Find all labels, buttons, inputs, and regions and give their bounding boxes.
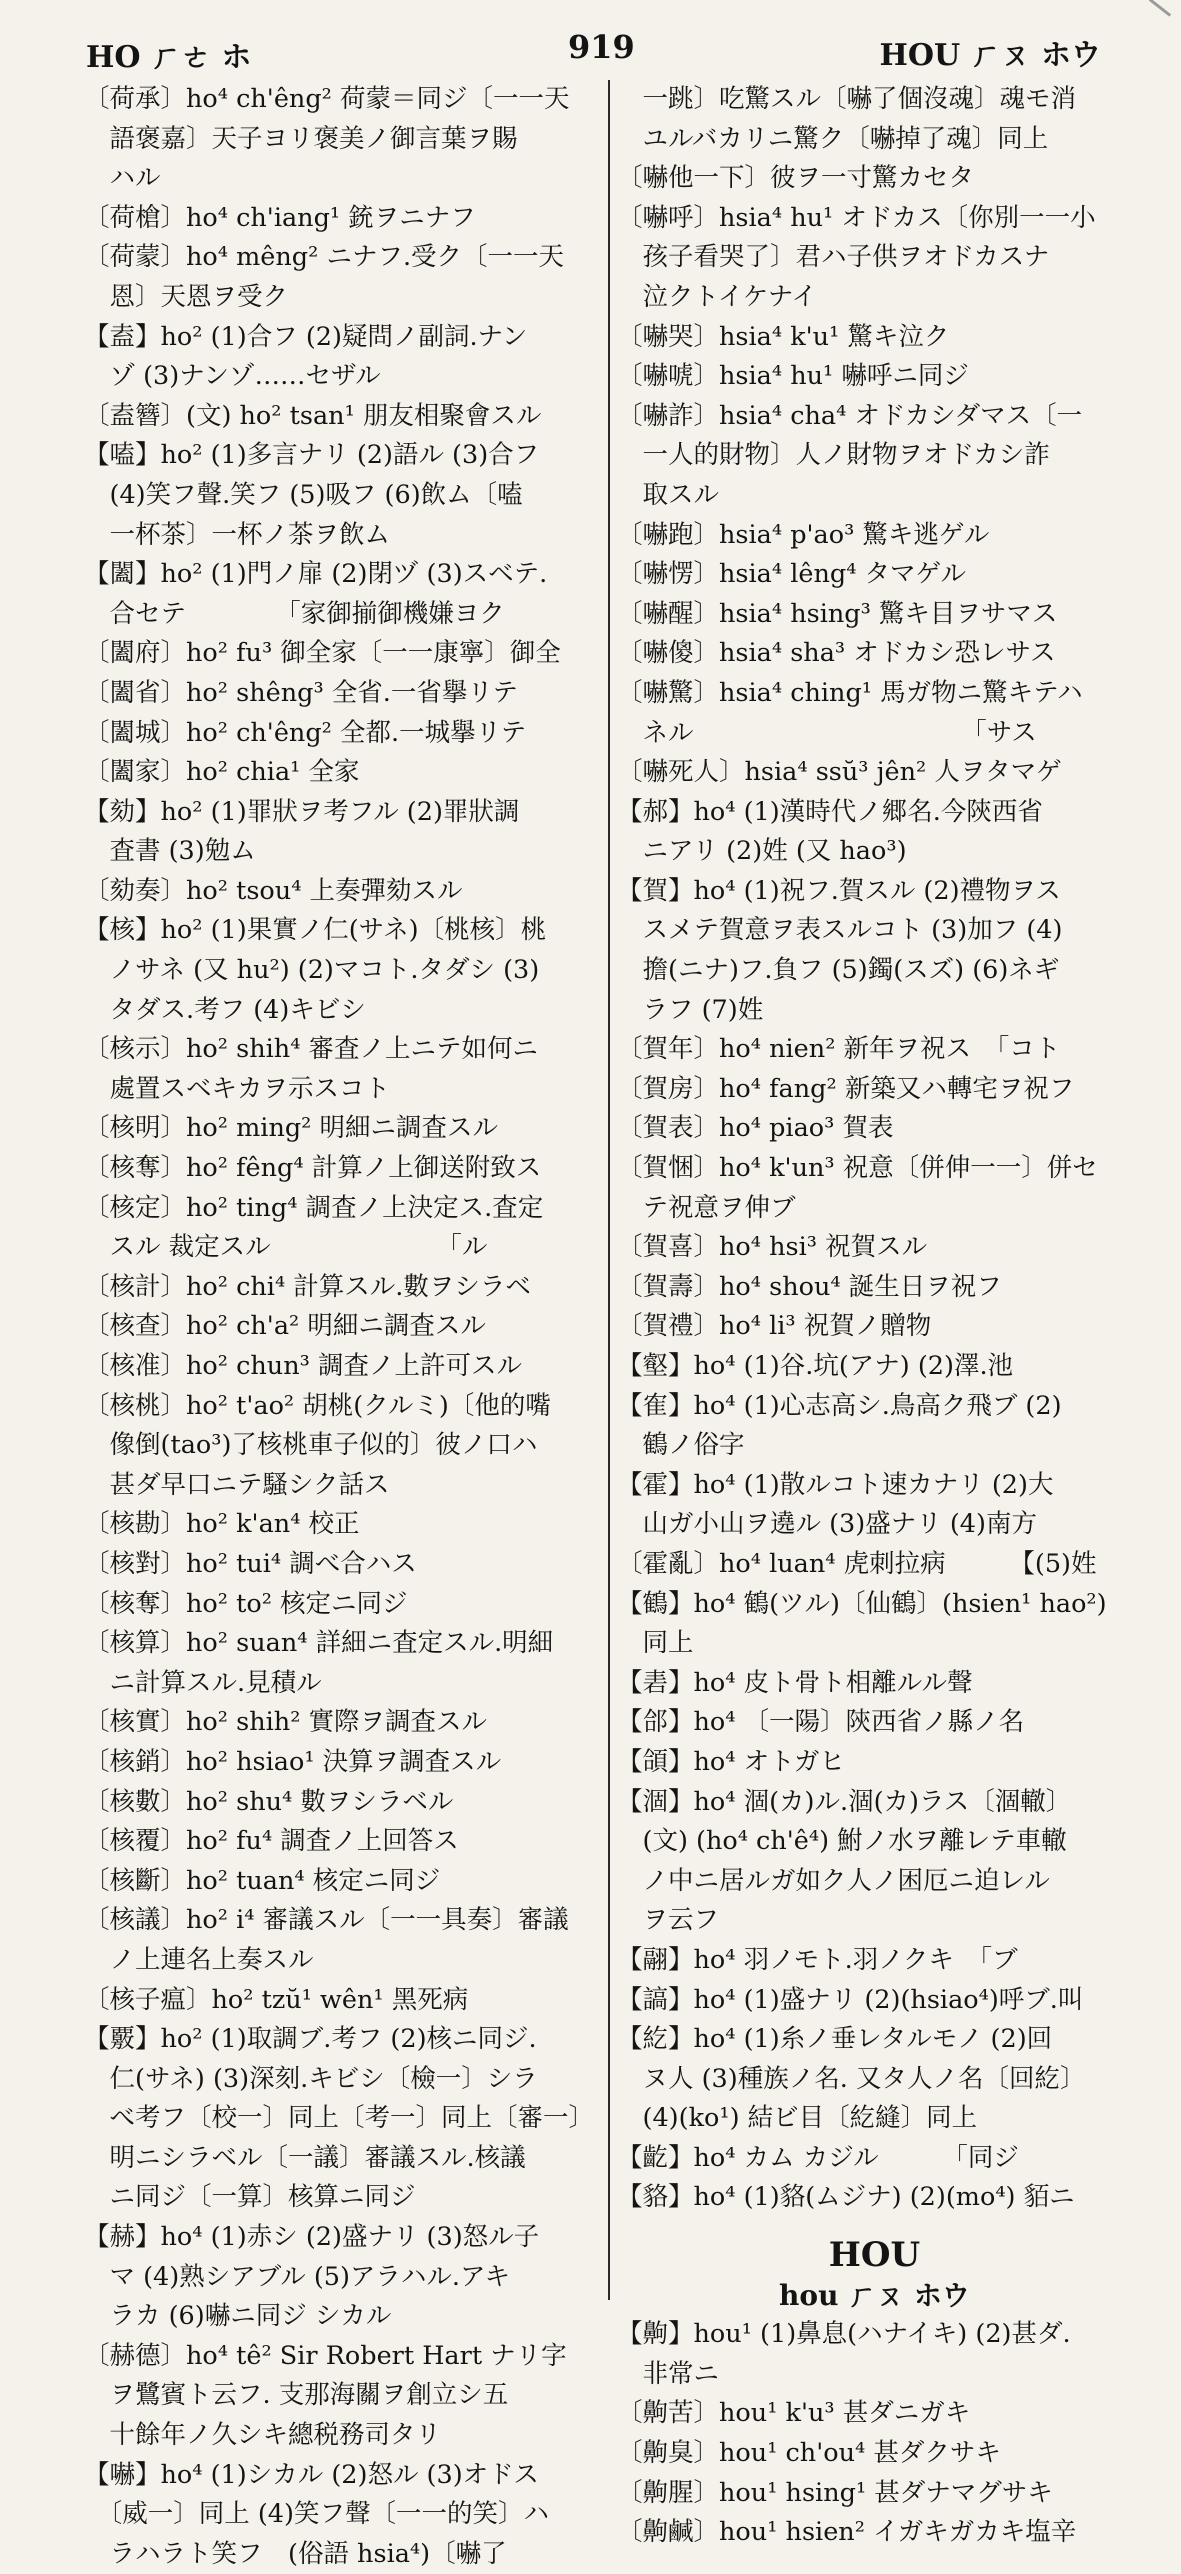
entry-line: タダス.考フ (4)キビシ <box>84 994 366 1025</box>
entry-line: (4)(ko¹) 結ビ目〔紇縫〕同上 <box>617 2103 978 2134</box>
header-left-syllable: HO ㄏㄜ ホ <box>86 40 252 75</box>
entry-line: 〔嚇醒〕hsia⁴ hsing³ 驚キ目ヲサマス <box>617 598 1058 629</box>
entry-line: ニ同ジ〔一算〕核算ニ同ジ <box>84 2182 416 2213</box>
entry-line: 【貉】ho⁴ (1)貉(ムジナ) (2)(mo⁴) 貊ニ <box>617 2182 1075 2213</box>
entry-line: 【謞】ho⁴ (1)盛ナリ (2)(hsiao⁴)呼ブ.叫 <box>617 1984 1084 2015</box>
entry-line: 【齕】ho⁴ カム カジル 「同ジ <box>617 2142 1019 2173</box>
entry-line: ネル 「サス <box>617 717 1037 748</box>
right-column-entries-hou <box>617 2315 1132 2553</box>
entry-line: スメテ賀意ヲ表スルコト (3)加フ (4) <box>617 915 1063 946</box>
entry-line: 〔核示〕ho² shih⁴ 審査ノ上ニテ如何ニ <box>84 1034 539 1065</box>
entry-line: 恩〕天恩ヲ受ク <box>84 281 289 312</box>
left-column <box>84 80 604 2574</box>
entry-line: テ祝意ヲ伸ブ <box>617 1192 796 1223</box>
entry-line: 〔嚇呼〕hsia⁴ hu¹ オドカス〔你別一一小 <box>617 202 1096 233</box>
entry-line: 【盍】ho² (1)合フ (2)疑問ノ副詞.ナン <box>84 321 528 352</box>
entry-line: 一跳〕吃驚スル〔嚇了個沒魂〕魂モ消 <box>617 84 1077 114</box>
entry-line: 〔賀禮〕ho⁴ li³ 祝賀ノ贈物 <box>617 1311 932 1342</box>
entry-line: 〔核准〕ho² chun³ 調査ノ上許可スル <box>84 1351 522 1381</box>
entry-line: 【頜】ho⁴ オトガヒ <box>617 1746 845 1777</box>
entry-line: 〔嚇唬〕hsia⁴ hu¹ 嚇呼ニ同ジ <box>617 361 969 392</box>
entry-line: マ (4)熟シアブル (5)アラハル.アキ <box>84 2261 511 2292</box>
entry-line: 〔賀悃〕ho⁴ k'un³ 祝意〔併伸一一〕併セ <box>617 1153 1098 1184</box>
entry-line: 甚ダ早口ニテ騷シク話ス <box>84 1469 390 1500</box>
entry-line: 〔核明〕ho² ming² 明細ニ調査スル <box>84 1113 499 1144</box>
entry-line: 〔核覆〕ho² fu⁴ 調査ノ上回答ス <box>84 1826 459 1857</box>
entry-line: 〔核查〕ho² ch'a² 明細ニ調査スル <box>84 1311 486 1342</box>
entry-line: 〔核定〕ho² ting⁴ 調査ノ上決定ス.査定 <box>84 1192 544 1223</box>
entry-line: 【赫】ho⁴ (1)赤シ (2)盛ナリ (3)怒ル子 <box>84 2222 540 2253</box>
entry-line: 同上 <box>617 1628 694 1659</box>
page-header <box>86 28 1141 78</box>
entry-line: 鶴ノ俗字 <box>617 1430 745 1461</box>
entry-line: 〔核議〕ho² i⁴ 審議スル〔一一具奏〕審議 <box>84 1905 569 1936</box>
entry-line: 【翮】ho⁴ 羽ノモト.羽ノクキ 「ブ <box>617 1944 1018 1975</box>
entry-line: 〔闔府〕ho² fu³ 御全家〔一一康寧〕御全 <box>84 638 561 669</box>
entry-line: 【隺】ho⁴ (1)心志高シ.鳥高ク飛ブ (2) <box>617 1390 1062 1421</box>
entry-line: 〔賀喜〕ho⁴ hsi³ 祝賀スル <box>617 1232 928 1263</box>
entry-line: 【鶴】ho⁴ 鶴(ツル)〔仙鶴〕(hsien¹ hao²) <box>617 1588 1107 1619</box>
entry-line: べ考フ〔校一〕同上〔考一〕同上〔審一〕 <box>84 2103 595 2134</box>
entry-line: 【郝】ho⁴ (1)漢時代ノ郷名.今陝西省 <box>617 796 1043 827</box>
entry-line: 十餘年ノ久シキ總税務司タリ <box>84 2420 442 2451</box>
entry-line: (文) (ho⁴ ch'ê⁴) 鮒ノ水ヲ離レテ車轍 <box>617 1826 1067 1857</box>
entry-line: 【嗑】ho² (1)多言ナリ (2)語ル (3)合フ <box>84 440 540 471</box>
entry-line: ノサネ (又 hu²) (2)マコト.タダシ (3) <box>84 955 540 986</box>
entry-line: 〔嚇哭〕hsia⁴ k'u¹ 驚キ泣ク <box>617 321 950 352</box>
page-number: 919 <box>568 28 635 66</box>
entry-line: ラハラト笑フ (俗語 hsia⁴)〔嚇了 <box>84 2538 507 2569</box>
entry-line: 語褒嘉〕天子ヨリ褒美ノ御言葉ヲ賜 <box>84 123 518 154</box>
entry-line: 〔嚇傻〕hsia⁴ sha³ オドカシ恐レサス <box>617 638 1056 669</box>
entry-line: 山ガ小山ヲ遶ル (3)盛ナリ (4)南方 <box>617 1509 1037 1540</box>
entry-line: 〔荷槍〕ho⁴ ch'iang¹ 銃ヲニナフ <box>84 202 476 233</box>
entry-line: 〔霍亂〕ho⁴ luan⁴ 虎刺拉病 【(5)姓 <box>617 1548 1097 1579</box>
entry-line: ユルバカリニ驚ク〔嚇掉了魂〕同上 <box>617 123 1049 154</box>
entry-line: (4)笑フ聲.笑フ (5)吸フ (6)飲ム〔嗑 <box>84 479 523 510</box>
entry-line: 處置スベキカヲ示スコト <box>84 1073 391 1104</box>
entry-line: ニアリ (2)姓 (又 hao³) <box>617 836 907 867</box>
entry-line: ノ上連名上奏スル <box>84 1944 314 1975</box>
entry-line: 〔核桃〕ho² t'ao² 胡桃(クルミ)〔他的嘴 <box>84 1390 551 1421</box>
column-divider <box>608 80 610 2300</box>
header-right-syllable: HOU ㄏㄡ ホウ <box>879 38 1101 73</box>
entry-line: ラカ (6)嚇ニ同ジ シカル <box>84 2301 392 2332</box>
entry-line: ヌ人 (3)種族ノ名. 又タ人ノ名〔回紇〕 <box>617 2063 1086 2094</box>
entry-line: 〔核勘〕ho² k'an⁴ 校正 <box>84 1509 360 1540</box>
entry-line: 【壑】ho⁴ (1)谷.坑(アナ) (2)澤.池 <box>617 1351 1014 1381</box>
entry-line: 【砉】ho⁴ 皮ト骨ト相離ルル聲 <box>617 1667 973 1698</box>
corner-mark <box>1149 0 1171 17</box>
entry-line: 【覈】ho² (1)取調ブ.考フ (2)核ニ同ジ. <box>84 2024 537 2055</box>
entry-line: 〔嚇愣〕hsia⁴ lêng⁴ タマゲル <box>617 559 967 590</box>
entry-line: 【劾】ho² (1)罪狀ヲ考フル (2)罪狀調 <box>84 796 520 827</box>
entry-line: 【闔】ho² (1)門ノ扉 (2)閉ヅ (3)スベテ. <box>84 559 548 590</box>
entry-line: 【紇】ho⁴ (1)糸ノ垂レタルモノ (2)回 <box>617 2024 1053 2055</box>
entry-line: 〔核實〕ho² shih² 實際ヲ調査スル <box>84 1707 488 1738</box>
entry-line: 〔核奪〕ho² fêng⁴ 計算ノ上御送附致ス <box>84 1153 542 1184</box>
entry-line: スル 裁定スル 「ル <box>84 1232 488 1263</box>
entry-line: 孩子看哭了〕君ハ子供ヲオドカスナ <box>617 242 1050 273</box>
entry-line: 〔核數〕ho² shu⁴ 數ヲシラベル <box>84 1786 454 1817</box>
entry-line: 明ニシラベル〔一議〕審議スル.核議 <box>84 2142 526 2173</box>
entry-line: 〔闔城〕ho² ch'êng² 全都.一城擧リテ <box>84 717 527 748</box>
entry-line: 〔賀房〕ho⁴ fang² 新築又ハ轉宅ヲ祝フ <box>617 1073 1075 1104</box>
entry-line: 【核】ho² (1)果實ノ仁(サネ)〔桃核〕桃 <box>84 915 547 946</box>
entry-line: 一杯茶〕一杯ノ茶ヲ飲ム <box>84 519 391 550</box>
entry-line: 泣クトイケナイ <box>617 281 817 312</box>
entry-line: 〔嚇他一下〕彼ヲ一寸驚カセタ <box>617 163 975 194</box>
entry-line: 〔嚇跑〕hsia⁴ p'ao³ 驚キ逃ゲル <box>617 519 990 550</box>
entry-line: 像倒(tao³)了核桃車子似的〕彼ノ口ハ <box>84 1430 538 1461</box>
entry-line: ハル <box>84 163 161 194</box>
entry-line: 〔核對〕ho² tui⁴ 調べ合ハス <box>84 1548 417 1579</box>
section-subtitle: hou ㄏㄡ ホウ <box>779 2278 970 2312</box>
entry-line: 〔齁腥〕hou¹ hsing¹ 甚ダナマグサキ <box>617 2477 1053 2508</box>
entry-line: 〔赫德〕ho⁴ tê² Sir Robert Hart ナリ字 <box>84 2340 567 2371</box>
entry-line: 【涸】ho⁴ 涸(カ)ル.涸(カ)ラス〔涸轍〕 <box>617 1786 1072 1817</box>
entry-line: 【郃】ho⁴ 〔一陽〕陝西省ノ縣ノ名 <box>617 1707 1025 1738</box>
entry-line: 〔嚇死人〕hsia⁴ ssŭ³ jên² 人ヲタマゲ <box>617 757 1062 788</box>
entry-line: 〔核子瘟〕ho² tzŭ¹ wên¹ 黑死病 <box>84 1984 469 2015</box>
entry-line: 仁(サネ) (3)深刻.キビシ〔檢一〕シラ <box>84 2063 538 2094</box>
entry-line: 〔闔家〕ho² chia¹ 全家 <box>84 757 360 788</box>
entry-line: 【嚇】ho⁴ (1)シカル (2)怒ル (3)オドス <box>84 2459 539 2490</box>
entry-line: 〔齁臭〕hou¹ ch'ou⁴ 甚ダクサキ <box>617 2438 1001 2469</box>
entry-line: 一人的財物〕人ノ財物ヲオドカシ詐 <box>617 440 1050 471</box>
entry-line: 〔核算〕ho² suan⁴ 詳細ニ査定スル.明細 <box>84 1628 554 1659</box>
entry-line: ノ中ニ居ルガ如ク人ノ困厄ニ迫レル <box>617 1865 1050 1896</box>
entry-line: ゾ (3)ナンゾ……セザル <box>84 361 381 392</box>
entry-line: 〔盍簪〕(文) ho² tsan¹ 朋友相聚會スル <box>84 400 542 431</box>
entry-line: 〔賀表〕ho⁴ piao³ 賀表 <box>617 1113 894 1144</box>
section-title: HOU <box>828 2235 921 2276</box>
entry-line: ヲ云フ <box>617 1905 720 1936</box>
right-column-entries <box>617 80 1132 2218</box>
entry-line: 〔核銷〕ho² hsiao¹ 決算ヲ調査スル <box>84 1746 502 1777</box>
entry-line: 〔核計〕ho² chi⁴ 計算スル.數ヲシラベ <box>84 1271 531 1302</box>
entry-line: 査書 (3)勉ム <box>84 836 256 867</box>
entry-line: 非常ニ <box>617 2358 720 2389</box>
right-column <box>617 80 1132 2553</box>
entry-line: 〔劾奏〕ho² tsou⁴ 上奏彈劾スル <box>84 875 463 906</box>
entry-line: 擔(ニナ)フ.負フ (5)鐲(スズ) (6)ネギ <box>617 955 1060 986</box>
entry-line: 〔核奪〕ho² to² 核定ニ同ジ <box>84 1588 408 1619</box>
entry-line: ラフ (7)姓 <box>617 994 764 1025</box>
entry-line: ヲ鷺賓ト云フ. 支那海關ヲ創立シ五 <box>84 2380 509 2411</box>
entry-line: 〔嚇詐〕hsia⁴ cha⁴ オドカシダマス〔一 <box>617 400 1083 431</box>
entry-line: 【齁】hou¹ (1)鼻息(ハナイキ) (2)甚ダ. <box>617 2319 1071 2350</box>
entry-line: 〔嚇驚〕hsia⁴ ching¹ 馬ガ物ニ驚キテハ <box>617 677 1083 708</box>
entry-line: 〔荷蒙〕ho⁴ mêng² ニナフ.受ク〔一一天 <box>84 242 565 273</box>
entry-line: 〔賀壽〕ho⁴ shou⁴ 誕生日ヲ祝フ <box>617 1271 1002 1302</box>
entry-line: 〔荷承〕ho⁴ ch'êng² 荷蒙＝同ジ〔一一天 <box>84 84 570 114</box>
entry-line: ニ計算スル.見積ル <box>84 1667 322 1698</box>
entry-line: 〔賀年〕ho⁴ nien² 新年ヲ祝ス 「コト <box>617 1034 1061 1065</box>
entry-line: 【賀】ho⁴ (1)祝フ.賀スル (2)禮物ヲス <box>617 875 1061 906</box>
entry-line: 〔齁鹹〕hou¹ hsien² イガキガカキ塩辛 <box>617 2517 1077 2548</box>
entry-line: 〔齁苦〕hou¹ k'u³ 甚ダニガキ <box>617 2398 971 2429</box>
entry-line: 〔威一〕同上 (4)笑フ聲〔一一的笑〕ハ <box>84 2499 549 2530</box>
entry-line: 【霍】ho⁴ (1)散ルコト速カナリ (2)大 <box>617 1469 1054 1500</box>
entry-line: 〔核斷〕ho² tuan⁴ 核定ニ同ジ <box>84 1865 441 1896</box>
entry-line: 合セテ 「家御揃御機嫌ヨク <box>84 598 505 629</box>
entry-line: 〔闔省〕ho² shêng³ 全省.一省擧リテ <box>84 677 518 708</box>
entry-line: 取スル <box>617 479 720 510</box>
